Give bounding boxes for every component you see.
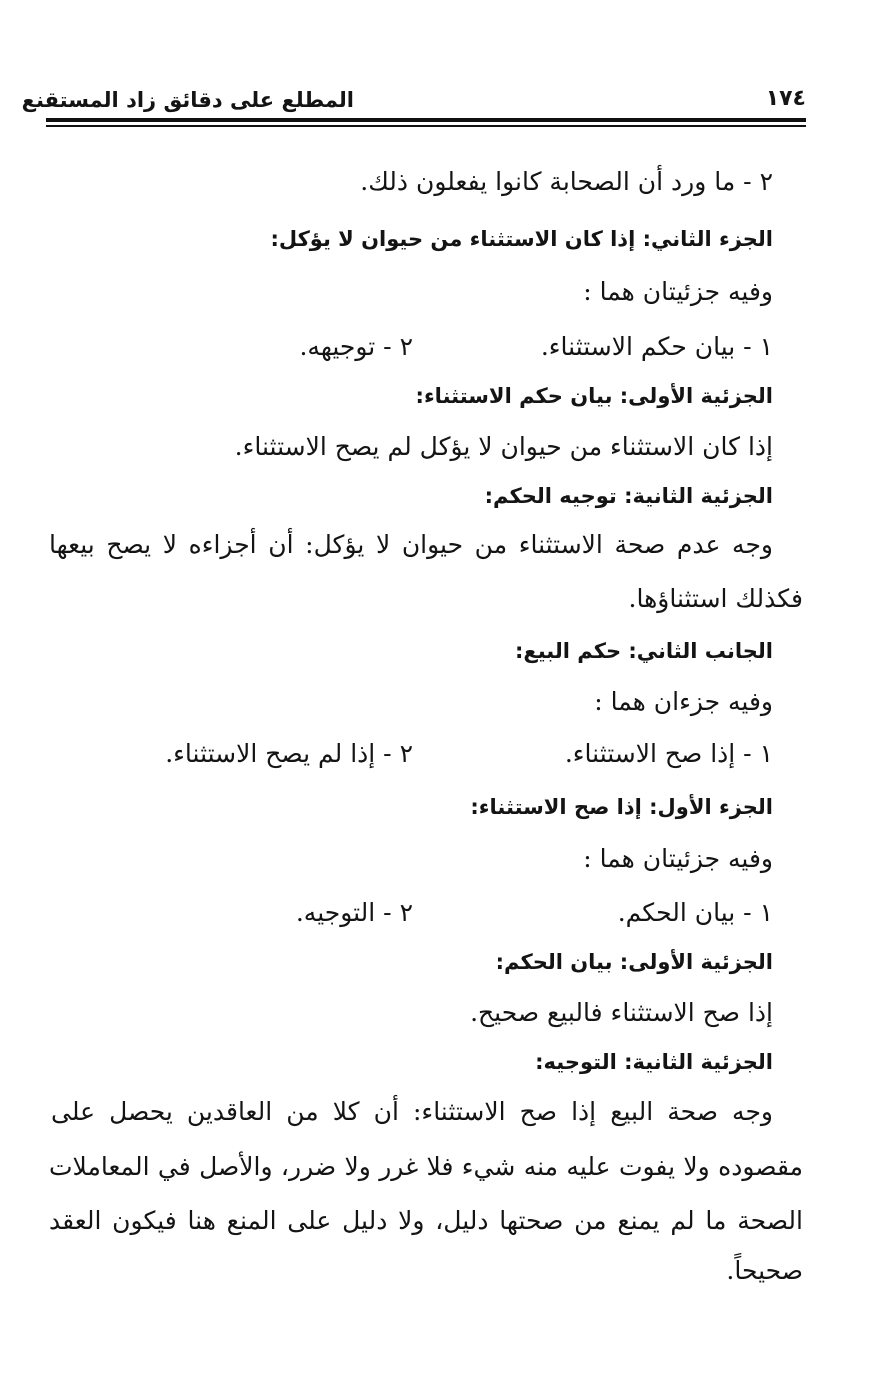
subsection-heading: الجزئية الأولى: بيان الحكم: [495, 950, 773, 974]
text-line: صحيحاً. [726, 1256, 803, 1285]
page-header [21, 86, 806, 116]
text-line: وفيه جزءان هما : [594, 687, 773, 716]
section-heading: الجانب الثاني: حكم البيع: [514, 639, 773, 663]
subsection-heading: الجزئية الثانية: توجيه الحكم: [484, 484, 773, 508]
text-line: الصحة ما لم يمنع من صحتها دليل، ولا دليل على المنع هنا فيكون العقد [49, 1206, 803, 1235]
running-title: المطلع على دقائق زاد المستقنع [21, 88, 354, 112]
list-item: ١ - إذا صح الاستثناء. [564, 739, 773, 768]
page-number: ١٧٤ [765, 86, 806, 111]
text-line: وجه عدم صحة الاستثناء من حيوان لا يؤكل: أن أجزاءه لا يصح بيعها [49, 530, 773, 559]
text-line: إذا صح الاستثناء فالبيع صحيح. [470, 998, 773, 1027]
list-item: ٢ - توجيهه. [299, 332, 413, 361]
text-line: وجه صحة البيع إذا صح الاستثناء: أن كلا من العاقدين يحصل على [51, 1097, 773, 1126]
text-line: مقصوده ولا يفوت عليه منه شيء فلا غرر ولا ضرر، والأصل في المعاملات [49, 1152, 803, 1181]
list-item: ١ - بيان حكم الاستثناء. [540, 332, 773, 361]
list-item: ٢ - التوجيه. [295, 898, 413, 927]
header-rule-thin [46, 125, 806, 127]
section-heading: الجزء الأول: إذا صح الاستثناء: [470, 795, 773, 819]
subsection-heading: الجزئية الأولى: بيان حكم الاستثناء: [415, 384, 773, 408]
text-line: إذا كان الاستثناء من حيوان لا يؤكل لم يصح الاستثناء. [234, 432, 773, 461]
list-item: ١ - بيان الحكم. [617, 898, 773, 927]
list-item: ٢ - إذا لم يصح الاستثناء. [165, 739, 413, 768]
text-line: وفيه جزئيتان هما : [583, 844, 773, 873]
header-rule-thick [46, 118, 806, 122]
subsection-heading: الجزئية الثانية: التوجيه: [535, 1050, 773, 1074]
section-heading: الجزء الثاني: إذا كان الاستثناء من حيوان لا يؤكل: [270, 227, 773, 251]
text-line: ٢ - ما ورد أن الصحابة كانوا يفعلون ذلك. [360, 167, 773, 196]
text-line: وفيه جزئيتان هما : [583, 277, 773, 306]
text-line: فكذلك استثناؤها. [628, 584, 803, 613]
